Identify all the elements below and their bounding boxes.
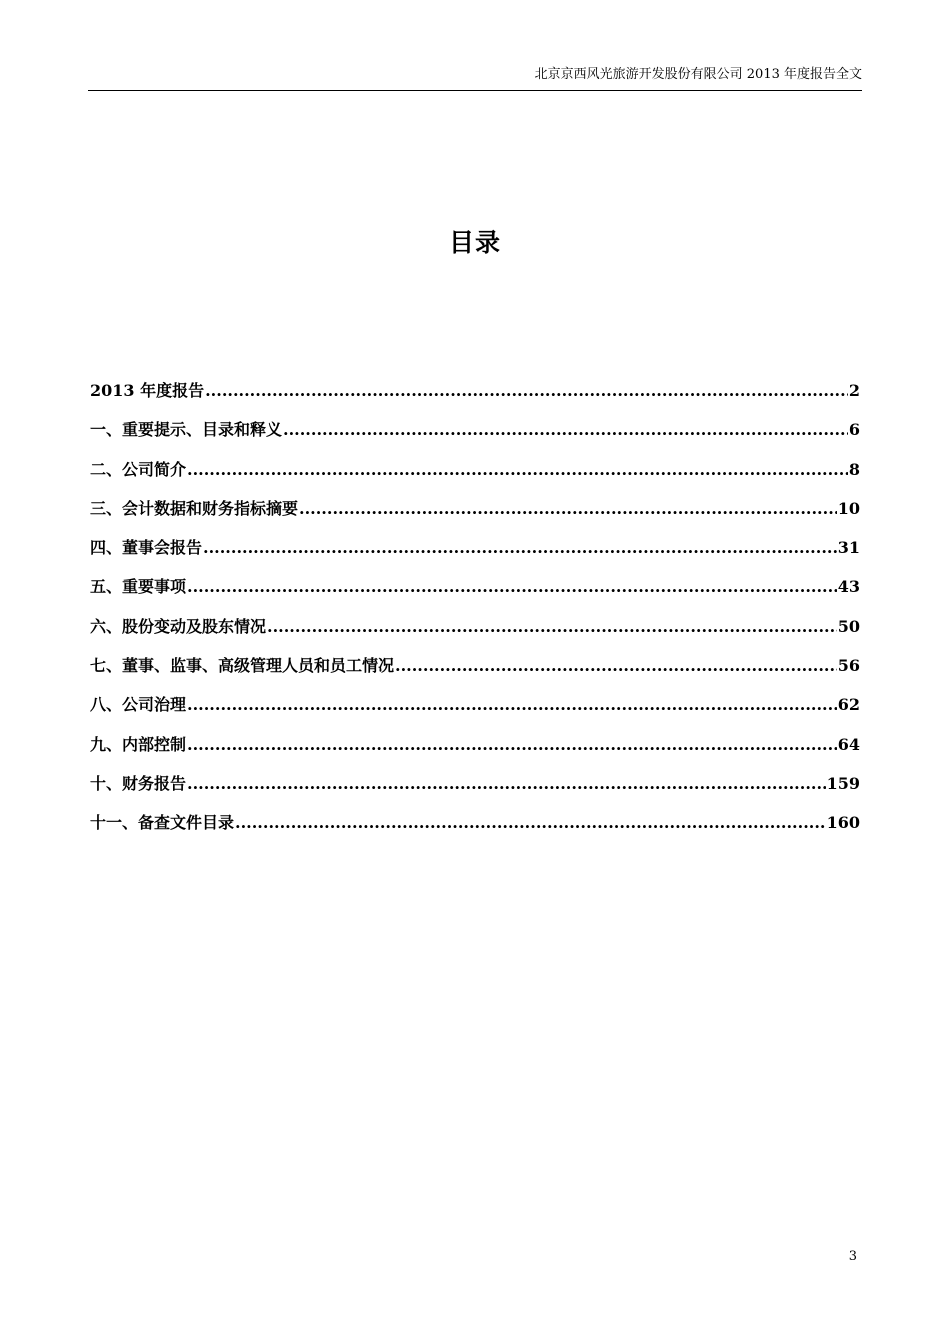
toc-entry-label: 六、股份变动及股东情况 [90, 616, 267, 636]
toc-entry-page: 6 [848, 420, 860, 440]
toc-entry-page: 50 [837, 616, 860, 636]
toc-entry-label: 五、重要事项 [90, 577, 187, 597]
toc-dot-leader [187, 772, 826, 796]
toc-entry-page: 8 [848, 459, 860, 479]
toc-entry-corporate-governance[interactable] [90, 693, 860, 732]
toc-entry-board-report[interactable] [90, 536, 860, 575]
toc-entry-page: 10 [837, 498, 860, 518]
toc-entry-label: 一、重要提示、目录和释义 [90, 420, 283, 440]
toc-entry-major-events[interactable] [90, 575, 860, 614]
toc-dot-leader [395, 654, 837, 678]
toc-dot-leader [187, 733, 837, 757]
toc-entry-financial-summary[interactable] [90, 497, 860, 536]
toc-dot-leader [203, 536, 837, 560]
toc-entry-internal-control[interactable] [90, 733, 860, 772]
page-number: 3 [848, 1249, 857, 1264]
toc-entry-label: 十一、备查文件目录 [90, 813, 235, 833]
toc-entry-important-notes[interactable] [90, 418, 860, 457]
toc-entry-label: 八、公司治理 [90, 695, 187, 715]
toc-dot-leader [235, 811, 826, 835]
toc-entry-label: 2013 年度报告 [90, 381, 205, 400]
toc-dot-leader [299, 497, 837, 521]
toc-entry-page: 159 [826, 773, 860, 793]
toc-dot-leader [187, 458, 848, 482]
toc-entry-page: 56 [837, 656, 860, 676]
toc-entry-label: 三、会计数据和财务指标摘要 [90, 498, 299, 518]
toc-dot-leader [205, 379, 848, 403]
toc-entry-page: 31 [837, 538, 860, 558]
toc-dot-leader [267, 615, 837, 639]
page-header [88, 62, 862, 91]
toc-entry-page: 2 [848, 381, 860, 400]
toc-entry-personnel[interactable] [90, 654, 860, 693]
running-title: 北京京西风光旅游开发股份有限公司 2013 年度报告全文 [534, 67, 862, 82]
toc-entry-reference-documents[interactable] [90, 811, 860, 850]
toc-entry-label: 七、董事、监事、高级管理人员和员工情况 [90, 656, 395, 676]
toc-dot-leader [283, 418, 848, 442]
toc-entry-share-changes[interactable] [90, 615, 860, 654]
toc-entry-financial-report[interactable] [90, 772, 860, 811]
toc-entry-page: 43 [837, 577, 860, 597]
toc-dot-leader [187, 693, 837, 717]
toc-entry-company-profile[interactable] [90, 458, 860, 497]
toc-entry-page: 62 [837, 695, 860, 715]
table-of-contents [90, 379, 860, 851]
toc-entry-label: 二、公司简介 [90, 459, 187, 479]
toc-entry-label: 十、财务报告 [90, 773, 187, 793]
toc-entry-page: 64 [837, 734, 860, 754]
toc-entry-annual-report[interactable] [90, 379, 860, 418]
toc-entry-label: 四、董事会报告 [90, 538, 203, 558]
toc-dot-leader [187, 575, 837, 599]
toc-entry-page: 160 [826, 813, 860, 833]
toc-entry-label: 九、内部控制 [90, 734, 187, 754]
toc-title: 目录 [448, 228, 501, 257]
